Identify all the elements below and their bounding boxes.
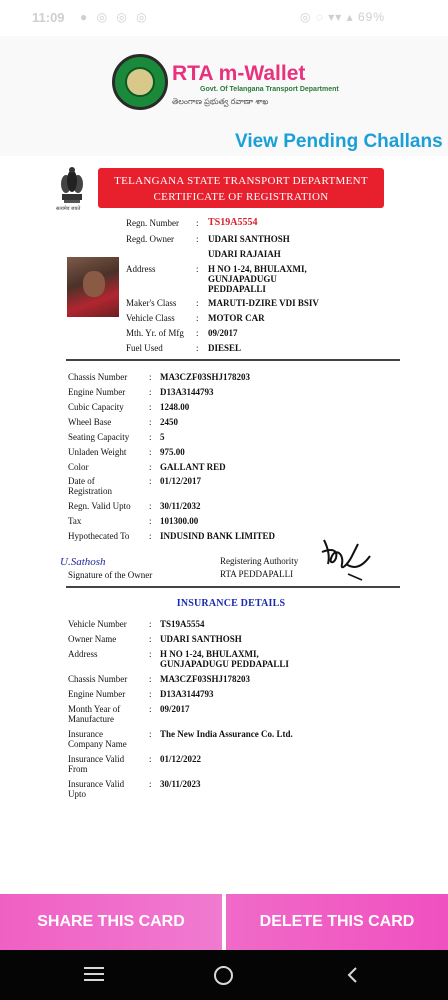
registering-authority [220,556,298,579]
field-colon: : [149,516,152,526]
field-label: Regn. Valid Upto [68,501,131,511]
field-label: Insurance Valid [68,779,125,789]
field-label: Tax [68,516,82,526]
field-colon: : [196,313,199,323]
field-label-cont: Manufacture [68,714,114,724]
field-colon: : [149,674,152,684]
status-time: 11:09 [32,10,65,25]
field-label: Owner Name [68,634,117,644]
field-value: H NO 1-24, BHULAXMI, [160,649,259,659]
emblem-caption: सत्यमेव जयते [56,207,81,212]
field-value: The New India Assurance Co. Ltd. [160,729,293,739]
field-label: Cubic Capacity [68,402,124,412]
section-divider [66,359,400,361]
field-label-cont: Registration [68,486,112,496]
insurance-divider [66,586,400,588]
app-logo-title: RTA m-Wallet [172,62,306,85]
field-colon: : [149,447,152,457]
field-colon: : [196,343,199,353]
app-logo-subtitle: Govt. Of Telangana Transport Department [200,86,339,93]
menu-icon[interactable] [84,967,104,983]
field-value: MARUTI-DZIRE VDI BSIV [208,298,319,308]
field-label: Wheel Base [68,417,112,427]
field-value: PEDDAPALLI [208,284,266,294]
field-label: Address [68,649,98,659]
field-colon: : [149,372,152,382]
field-label: Mth. Yr. of Mfg [126,328,184,338]
field-colon: : [196,328,199,338]
field-value: UDARI SANTHOSH [208,234,290,244]
field-colon: : [149,619,152,629]
field-label: Address [126,264,156,274]
field-value: 09/2017 [208,328,238,338]
back-chevron-icon[interactable] [343,965,363,985]
field-label: Chassis Number [68,372,128,382]
field-colon: : [149,531,152,541]
field-colon: : [149,476,152,486]
field-value: GALLANT RED [160,462,226,472]
field-value: 01/12/2022 [160,754,202,764]
registration-certificate-card [58,156,404,808]
field-value: TS19A5554 [160,619,205,629]
field-value: 30/11/2023 [160,779,201,789]
field-colon: : [149,649,152,659]
home-circle-icon[interactable] [214,966,233,985]
field-label: Insurance Valid [68,754,125,764]
field-value: MA3CZF03SHJ178203 [160,674,250,684]
field-label: Chassis Number [68,674,128,684]
field-value: 975.00 [160,447,185,457]
registering-authority-label: Registering Authority [220,556,299,566]
field-label-cont: Upto [68,789,86,799]
field-label: Engine Number [68,387,126,397]
banner-line-department: TELANGANA STATE TRANSPORT DEPARTMENT [114,175,368,187]
field-colon: : [149,634,152,644]
field-label: Date of [68,476,95,486]
field-colon: : [196,234,199,244]
registering-authority-name: RTA PEDDAPALLI [220,569,294,579]
system-nav-bar [0,950,448,1000]
system-status-icons: ◎ ◌ ▾▾ ▴ 69% [300,10,386,24]
field-colon: : [149,704,152,714]
field-label-cont: Company Name [68,739,127,749]
notification-icons: ● ◎ ◎ ◎ [80,10,150,24]
app-header [0,36,448,156]
field-colon: : [149,754,152,764]
field-value: 09/2017 [160,704,190,714]
field-value: INDUSIND BANK LIMITED [160,531,276,541]
field-value: DIESEL [208,343,242,353]
field-value: MOTOR CAR [208,313,265,323]
field-value: 2450 [160,417,178,427]
field-label: Vehicle Number [68,619,127,629]
field-colon: : [149,402,152,412]
field-colon: : [149,432,152,442]
field-value: MA3CZF03SHJ178203 [160,372,250,382]
share-card-button[interactable]: SHARE THIS CARD [0,894,222,950]
field-colon: : [196,218,199,228]
field-value: H NO 1-24, BHULAXMI, [208,264,307,274]
field-label: Engine Number [68,689,126,699]
field-colon: : [149,501,152,511]
field-label: Regd. Owner [126,234,174,244]
field-colon: : [149,689,152,699]
field-label: Regn. Number [126,218,179,228]
field-value: 1248.00 [160,402,190,412]
field-value: 30/11/2032 [160,501,201,511]
field-value: 01/12/2017 [160,476,202,486]
national-emblem-icon [58,164,86,208]
owner-signature-scribble: U.Sathosh [60,556,106,568]
field-value: D13A3144793 [160,689,214,699]
field-label: Fuel Used [126,343,163,353]
field-label: Month Year of [68,704,121,714]
field-label: Color [68,462,89,472]
field-label: Insurance [68,729,103,739]
field-colon: : [149,387,152,397]
field-value: 5 [160,432,165,442]
delete-card-button[interactable]: DELETE THIS CARD [226,894,448,950]
field-label: Unladen Weight [68,447,127,457]
telangana-seal-icon [112,54,168,110]
field-colon: : [196,264,199,274]
status-bar [0,0,448,36]
field-label: Vehicle Class [126,313,175,323]
certificate-banner [98,168,384,208]
regn-number-value: TS19A5554 [208,217,258,228]
field-value: GUNJAPADUGU [208,274,277,284]
field-colon: : [149,729,152,739]
field-value: D13A3144793 [160,387,214,397]
rta-signature-icon [318,534,374,582]
owner-photo [67,257,119,317]
banner-line-certificate: CERTIFICATE OF REGISTRATION [153,191,329,203]
field-colon: : [149,779,152,789]
field-label-cont: From [68,764,88,774]
field-value-cont: GUNJAPADUGU PEDDAPALLI [160,659,289,669]
field-label: Hypothecated To [68,531,130,541]
app-logo-telugu: తెలంగాణ ప్రభుత్వ రవాణా శాఖ [172,97,269,106]
field-label: Seating Capacity [68,432,130,442]
owner-signature-label: Signature of the Owner [68,570,153,580]
insurance-title: INSURANCE DETAILS [176,598,286,609]
field-label: Maker's Class [126,298,177,308]
view-pending-challans-link[interactable]: View Pending Challans [235,131,443,152]
field-colon: : [149,417,152,427]
field-value: 101300.00 [160,516,199,526]
field-value: UDARI SANTHOSH [160,634,242,644]
field-colon: : [149,462,152,472]
field-value: UDARI RAJAIAH [208,249,281,259]
field-colon: : [196,298,199,308]
